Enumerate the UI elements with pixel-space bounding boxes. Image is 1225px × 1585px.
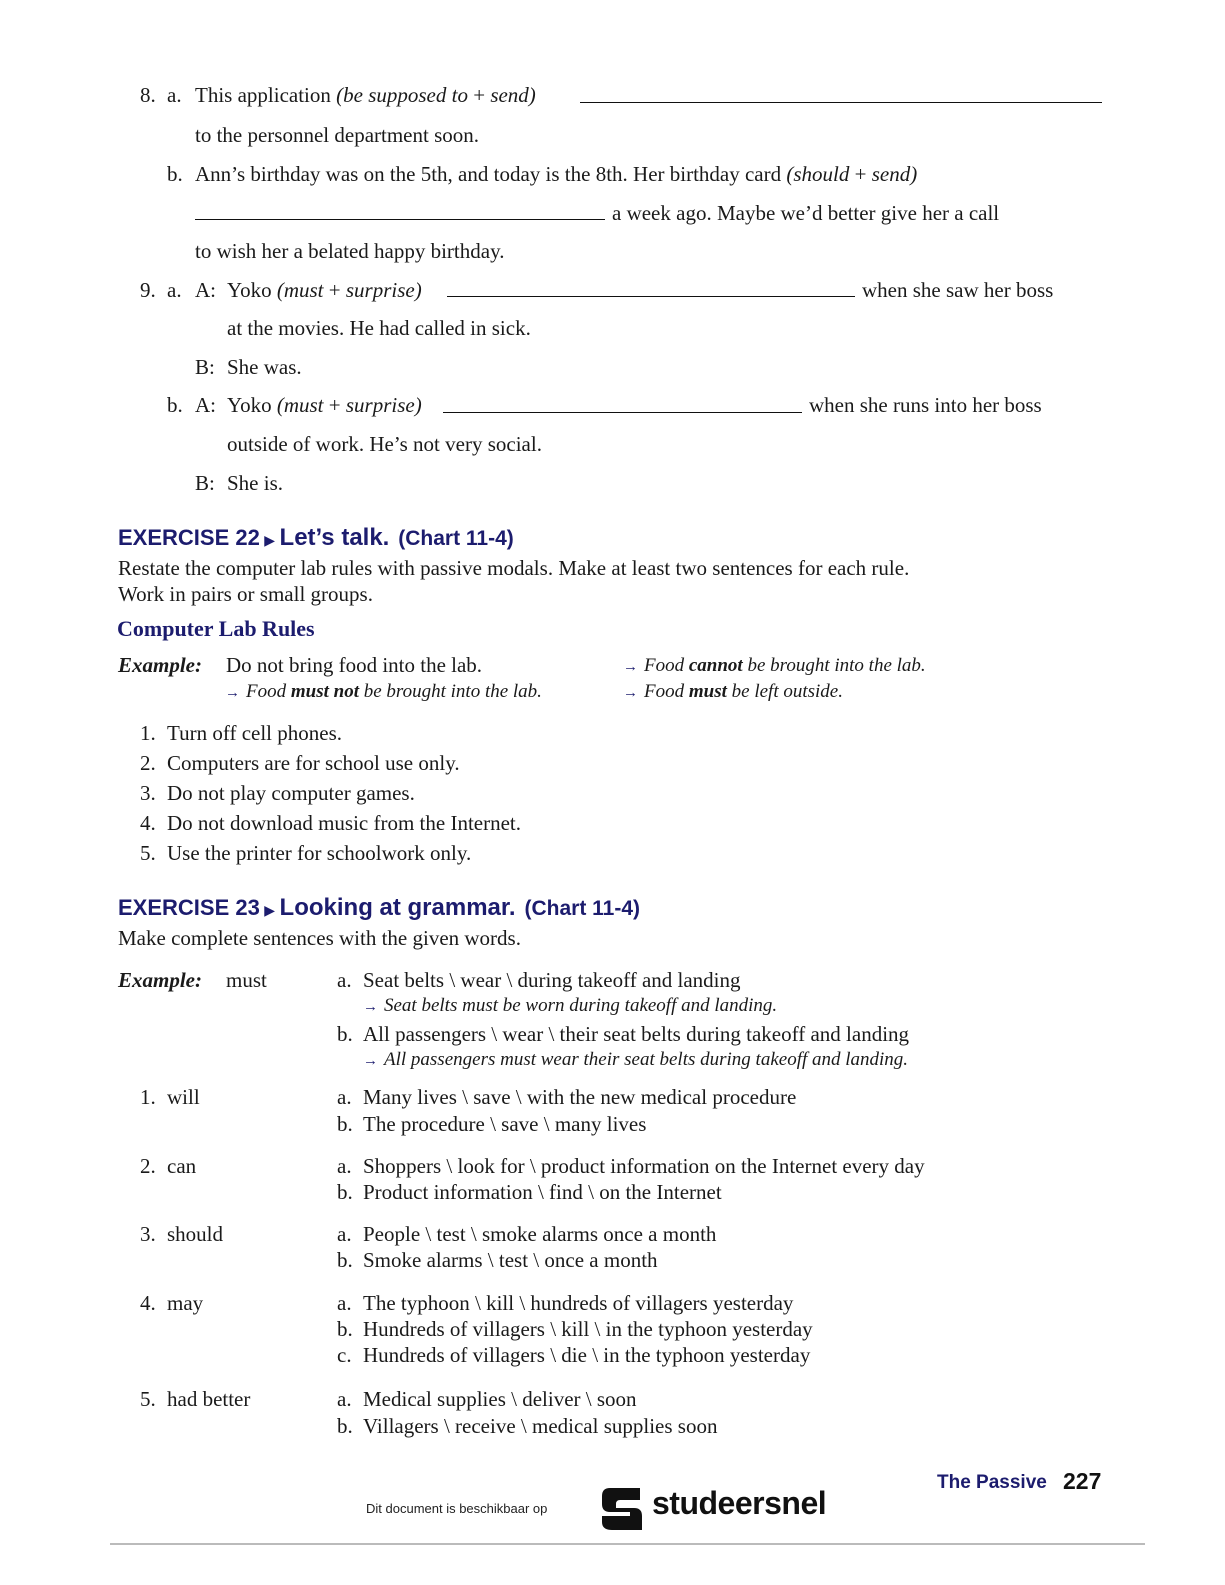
triangle-icon: ▶ bbox=[264, 532, 276, 548]
emphasis-segment: be brought into the lab. bbox=[358, 681, 542, 702]
text-segment: Ann’s birthday was on the 5th, and today is the 8th. Her birthday card bbox=[195, 162, 787, 186]
example-answer bbox=[623, 654, 926, 679]
text-segment: + bbox=[323, 393, 346, 417]
item-letter: b. bbox=[337, 1180, 353, 1204]
rule-number: 4. bbox=[140, 811, 156, 835]
emphasis-segment: Food bbox=[644, 655, 689, 676]
rule-text: Use the printer for schoolwork only. bbox=[167, 841, 472, 865]
rule-number: 1. bbox=[140, 721, 156, 745]
chart-ref: (Chart 11-4) bbox=[524, 897, 641, 920]
subheading: Computer Lab Rules bbox=[117, 616, 315, 641]
chart-ref: (Chart 11-4) bbox=[398, 527, 514, 550]
example-modal: must bbox=[226, 968, 267, 992]
item-8b-text bbox=[195, 162, 917, 186]
emphasis-segment: send) bbox=[490, 83, 536, 107]
emphasis-segment: must bbox=[688, 681, 727, 702]
item-9a-cont: at the movies. He had called in sick. bbox=[227, 316, 531, 340]
speaker-b: B: bbox=[195, 471, 215, 495]
item-9a-text bbox=[227, 278, 422, 302]
emphasis-segment: (be supposed to bbox=[336, 83, 468, 107]
example-answer bbox=[363, 994, 777, 1019]
item-letter: b. bbox=[167, 162, 183, 186]
emphasis-segment: be left outside. bbox=[726, 681, 843, 702]
item-9b-cont: outside of work. He’s not very social. bbox=[227, 432, 542, 456]
item-modal: had better bbox=[167, 1387, 251, 1411]
prompt-text: Seat belts \ wear \ during takeoff and landing bbox=[363, 968, 741, 992]
arrow-icon: → bbox=[623, 685, 638, 701]
item-number: 4. bbox=[140, 1291, 156, 1315]
item-letter: a. bbox=[337, 1387, 352, 1411]
rule-number: 5. bbox=[140, 841, 156, 865]
item-letter: a. bbox=[167, 278, 182, 302]
rule-number: 3. bbox=[140, 781, 156, 805]
emphasis-segment: must not bbox=[290, 681, 359, 702]
text-segment: Yoko bbox=[227, 278, 277, 302]
emphasis-segment: send) bbox=[871, 162, 918, 186]
rule-text: Do not download music from the Internet. bbox=[167, 811, 522, 835]
emphasis-segment: (must bbox=[276, 393, 324, 417]
answer-blank-9a[interactable] bbox=[447, 296, 855, 297]
item-letter: b. bbox=[167, 393, 183, 417]
studeersnel-brand[interactable]: studeersnel bbox=[652, 1485, 827, 1521]
answer-blank-8a[interactable] bbox=[580, 102, 1102, 103]
exercise-title: Let’s talk. bbox=[279, 524, 390, 551]
example-answer bbox=[225, 680, 542, 705]
footer-divider bbox=[110, 1543, 1145, 1545]
prompt-text: Smoke alarms \ test \ once a month bbox=[363, 1248, 658, 1272]
answer-text bbox=[644, 681, 843, 702]
exercise-title: Looking at grammar. bbox=[279, 894, 516, 921]
emphasis-segment: surprise) bbox=[345, 393, 422, 417]
speaker-b: B: bbox=[195, 355, 215, 379]
item-letter: a. bbox=[337, 1085, 352, 1109]
example-label: Example: bbox=[118, 653, 202, 677]
item-letter: b. bbox=[337, 1248, 353, 1272]
arrow-icon: → bbox=[225, 685, 240, 701]
emphasis-segment: cannot bbox=[688, 655, 743, 676]
emphasis-segment: surprise) bbox=[345, 278, 422, 302]
prompt-text: Hundreds of villagers \ kill \ in the typhoon yesterday bbox=[363, 1317, 813, 1341]
exercise-22-heading bbox=[118, 524, 514, 552]
instructions: Make complete sentences with the given words. bbox=[118, 926, 521, 950]
emphasis-segment: (must bbox=[276, 278, 324, 302]
answer-text: All passengers must wear their seat belts during takeoff and landing. bbox=[384, 1049, 909, 1070]
item-number: 9. bbox=[140, 278, 156, 302]
item-letter: b. bbox=[337, 1317, 353, 1341]
answer-blank-8b[interactable] bbox=[195, 219, 605, 220]
instructions: Work in pairs or small groups. bbox=[118, 582, 373, 606]
item-8a-text bbox=[195, 83, 536, 107]
example-label: Example: bbox=[118, 968, 202, 992]
example-text: Do not bring food into the lab. bbox=[226, 653, 483, 677]
prompt-text: Product information \ find \ on the Internet bbox=[363, 1180, 722, 1204]
arrow-icon: → bbox=[363, 1053, 378, 1069]
prompt-text: The procedure \ save \ many lives bbox=[363, 1112, 647, 1136]
exercise-label: EXERCISE 22 bbox=[118, 525, 260, 550]
studeersnel-logo-icon bbox=[600, 1486, 644, 1532]
prompt-text: People \ test \ smoke alarms once a month bbox=[363, 1222, 717, 1246]
chapter-title: The Passive bbox=[937, 1472, 1047, 1493]
text-segment: Yoko bbox=[227, 393, 277, 417]
instructions: Restate the computer lab rules with passive modals. Make at least two sentences for each rule. bbox=[118, 556, 910, 580]
item-8b-cont: a week ago. Maybe we’d better give her a call bbox=[612, 201, 1000, 225]
item-letter: a. bbox=[337, 1291, 352, 1315]
item-letter: b. bbox=[337, 1022, 353, 1046]
item-9b-text bbox=[227, 393, 422, 417]
rule-number: 2. bbox=[140, 751, 156, 775]
item-letter: a. bbox=[337, 968, 352, 992]
speaker-a: A: bbox=[195, 278, 216, 302]
item-modal: can bbox=[167, 1154, 197, 1178]
example-answer bbox=[363, 1048, 908, 1073]
example-answer bbox=[623, 680, 843, 705]
item-number: 5. bbox=[140, 1387, 156, 1411]
item-9b-end: when she runs into her boss bbox=[809, 393, 1042, 417]
emphasis-segment: Food bbox=[644, 681, 689, 702]
item-8b-cont2: to wish her a belated happy birthday. bbox=[195, 239, 505, 263]
item-letter: a. bbox=[337, 1154, 352, 1178]
item-number: 3. bbox=[140, 1222, 156, 1246]
emphasis-segment: (should bbox=[786, 162, 850, 186]
text-segment: + bbox=[467, 83, 491, 107]
exercise-label: EXERCISE 23 bbox=[118, 895, 260, 920]
item-9a-reply: She was. bbox=[227, 355, 302, 379]
text-segment: This application bbox=[195, 83, 337, 107]
item-9b-reply: She is. bbox=[227, 471, 284, 495]
item-modal: should bbox=[167, 1222, 224, 1246]
prompt-text: All passengers \ wear \ their seat belts during takeoff and landing bbox=[363, 1022, 910, 1046]
answer-text bbox=[246, 681, 542, 702]
rule-text: Do not play computer games. bbox=[167, 781, 415, 805]
item-number: 8. bbox=[140, 83, 156, 107]
page-number: 227 bbox=[1063, 1468, 1102, 1494]
arrow-icon: → bbox=[623, 659, 638, 675]
rule-text: Turn off cell phones. bbox=[167, 721, 342, 745]
item-9a-end: when she saw her boss bbox=[862, 278, 1054, 302]
emphasis-segment: Food bbox=[246, 681, 291, 702]
emphasis-segment: be brought into the lab. bbox=[742, 655, 926, 676]
prompt-text: Villagers \ receive \ medical supplies soon bbox=[363, 1414, 718, 1438]
rule-text: Computers are for school use only. bbox=[167, 751, 460, 775]
item-number: 2. bbox=[140, 1154, 156, 1178]
answer-blank-9b[interactable] bbox=[443, 412, 802, 413]
item-number: 1. bbox=[140, 1085, 156, 1109]
availability-note: Dit document is beschikbaar op bbox=[366, 1501, 548, 1516]
answer-text bbox=[644, 655, 926, 676]
item-letter: a. bbox=[167, 83, 182, 107]
item-letter: c. bbox=[337, 1343, 352, 1367]
item-8a-cont: to the personnel department soon. bbox=[195, 123, 480, 147]
item-modal: may bbox=[167, 1291, 204, 1315]
prompt-text: The typhoon \ kill \ hundreds of villagers yesterday bbox=[363, 1291, 794, 1315]
speaker-a: A: bbox=[195, 393, 216, 417]
prompt-text: Many lives \ save \ with the new medical procedure bbox=[363, 1085, 797, 1109]
item-letter: b. bbox=[337, 1414, 353, 1438]
text-segment: + bbox=[849, 162, 872, 186]
answer-text: Seat belts must be worn during takeoff and landing. bbox=[384, 995, 778, 1016]
prompt-text: Hundreds of villagers \ die \ in the typhoon yesterday bbox=[363, 1343, 811, 1367]
exercise-23-heading bbox=[118, 894, 640, 922]
text-segment: + bbox=[323, 278, 346, 302]
item-letter: b. bbox=[337, 1112, 353, 1136]
arrow-icon: → bbox=[363, 999, 378, 1015]
triangle-icon: ▶ bbox=[264, 902, 276, 918]
prompt-text: Shoppers \ look for \ product information on the Internet every day bbox=[363, 1154, 925, 1178]
item-letter: a. bbox=[337, 1222, 352, 1246]
item-modal: will bbox=[167, 1085, 200, 1109]
prompt-text: Medical supplies \ deliver \ soon bbox=[363, 1387, 637, 1411]
